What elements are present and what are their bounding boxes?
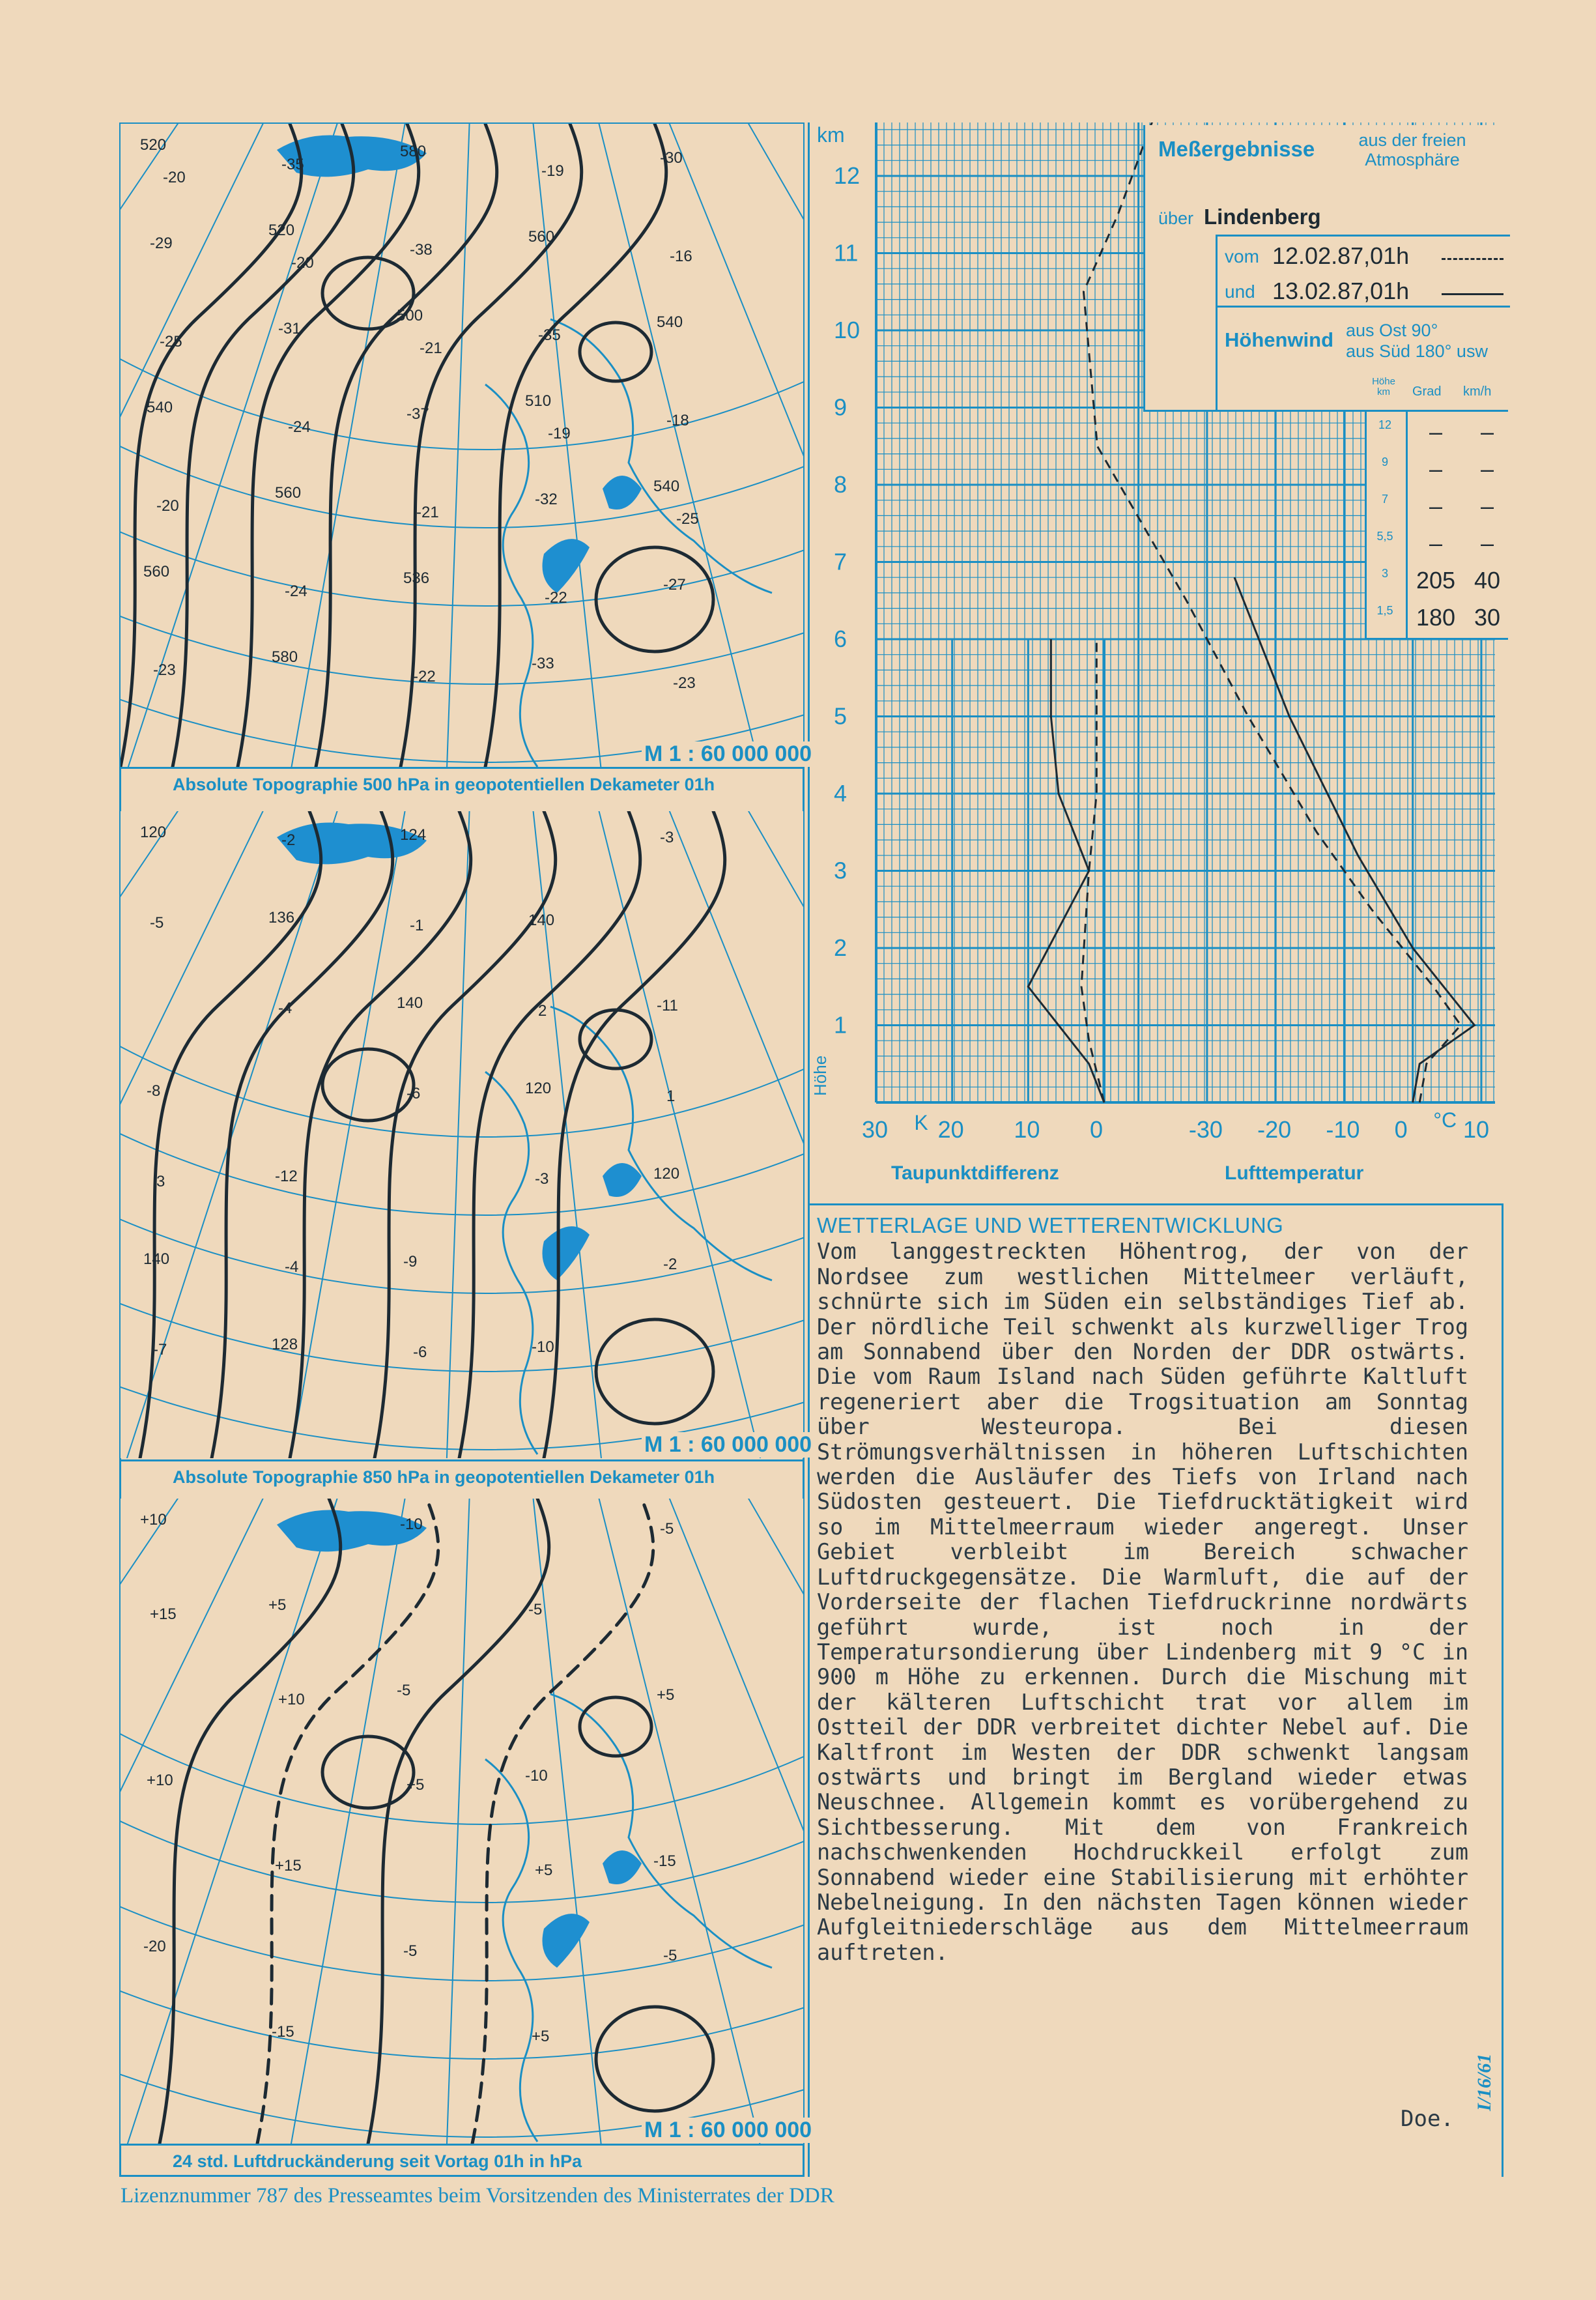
sea-area <box>603 1850 642 1884</box>
isoline-label: -3 <box>660 829 674 846</box>
latitude-circle <box>121 1499 803 2144</box>
isoline-label: -15 <box>272 2023 294 2041</box>
isoline-label: +15 <box>275 1857 302 1875</box>
sea-area <box>543 1226 590 1280</box>
wind-row-height: 12 <box>1378 418 1392 431</box>
map-850-scale: M 1 : 60 000 000 <box>642 1432 814 1458</box>
signature: Doe. <box>1401 2106 1454 2132</box>
wind-row-height: 7 <box>1381 493 1388 506</box>
latitude-circle <box>121 124 803 767</box>
latitude-circle <box>121 124 803 767</box>
isoline-label: 136 <box>268 909 295 927</box>
isoline-label: -2 <box>281 831 296 849</box>
isoline-label: -5 <box>663 1947 677 1964</box>
isoline-label: +10 <box>278 1691 305 1708</box>
info-wind-dir2: aus Süd 180° usw <box>1346 341 1488 361</box>
wind-row-kmh: – <box>1480 455 1494 482</box>
meridian-line <box>121 1499 485 2144</box>
latitude-circle <box>121 1499 803 2144</box>
wind-row-height: 1,5 <box>1376 604 1393 617</box>
temp-unit: °C <box>1433 1108 1457 1132</box>
map-500-scale: M 1 : 60 000 000 <box>642 741 814 767</box>
meridian-line <box>485 811 663 1458</box>
isoline-label: +5 <box>535 1862 553 1879</box>
wind-row-grad: 180 <box>1416 604 1456 631</box>
text-frame-right <box>1502 1203 1503 2177</box>
isoline-label: -38 <box>410 241 433 259</box>
isoline-label: 510 <box>525 392 552 410</box>
sea-area <box>543 1914 590 1968</box>
weather-heading: WETTERLAGE UND WETTERENTWICKLUNG <box>817 1213 1284 1237</box>
isolines <box>160 1499 713 2144</box>
y-tick-label: 2 <box>834 934 848 961</box>
isoline-label: 3 <box>156 1173 165 1190</box>
isoline-label: +15 <box>150 1605 177 1623</box>
meridian-line <box>485 811 803 1458</box>
isoline-label: -32 <box>535 491 558 508</box>
isoline-label: -35 <box>281 156 304 173</box>
isoline-label: 140 <box>528 912 555 929</box>
wind-row-kmh: – <box>1480 530 1494 556</box>
weather-body: Vom langgestreckten Höhentrog, der von der Nordsee zum westlichen Mittelmeer verläuft, schnürte sich im Süden ein selbständiges Tief ab. Der nördliche Teil schwenkt als kurzwelliger Trog am Sonnabend über den Norden der DDR ostwärts. Die vom Raum Island nach Süden geführte Kaltluft regeneriert aber die Trogsituation am Sonntag über Westeuropa. Bei diesen Strömungsverhältnissen in höheren Luftschichten werden die Ausläufer des Tiefs von Irland nach Südosten gesteuert. Die Tiefdrucktätigkeit wird so im Mittelmeerraum wieder angeregt. Unser Gebiet verbleibt im Bereich schwacher Luftdruckgegensätze. Die Warmluft, die auf der Vorderseite der flachen Tiefdruckrinne nordwärts geführt wurde, ist noch in der Temperatursondierung über Lindenberg mit 9 °C in 900 m Höhe zu erkennen. Durch die Mischung mit der kälteren Luftschicht trat vor allem im Ostteil der DDR verbreitet dichter Nebel auf. Die Kaltfront im Westen der DDR schwenkt langsam ostwärts und bringt im Bergland wieder etwas Neuschnee. Allgemein kommt es vorübergehend zu Sichtbesserung. Mit dem von Frankreich nachschwenkenden Hochdruckkeil erfolgt zum Sonnabend wieder eine Stabilisierung mit erhöhter Nebelneigung. In den nächsten Tagen können wieder Aufgleitniederschläge aus dem Mittelmeerraum auftreten. <box>817 1239 1468 1965</box>
wind-row-grad: – <box>1429 418 1443 445</box>
meridian-line <box>485 811 803 1458</box>
isoline-label: 520 <box>140 136 167 154</box>
temp-axis-title: Lufttemperatur <box>1225 1162 1364 1184</box>
isoline-label: 560 <box>275 484 302 502</box>
latitude-circle <box>121 1499 803 2144</box>
isoline-label: 540 <box>147 399 173 416</box>
isoline-label: -22 <box>545 589 567 607</box>
legend-dashed-line <box>1442 258 1503 260</box>
isoline-label: -30 <box>660 149 683 167</box>
isoline-label: -18 <box>666 412 689 429</box>
isoline-label: 580 <box>400 143 427 160</box>
isoline-closed <box>322 1736 414 1808</box>
isoline-label: +5 <box>268 1596 287 1614</box>
y-tick-label: 11 <box>834 239 859 266</box>
isoline-label: -29 <box>150 235 173 252</box>
isoline-label: -10 <box>400 1516 423 1533</box>
isoline-label: -5 <box>397 1682 411 1699</box>
weather-text <box>817 1213 1468 1965</box>
wind-row-height: 3 <box>1381 567 1388 580</box>
isoline-label: 1 <box>666 1087 676 1105</box>
y-tick-label: 7 <box>834 548 848 575</box>
footer-license: Lizenznummer 787 des Presseamtes beim Vorsitzenden des Ministerrates der DDR <box>121 2184 834 2207</box>
isoline-label: +5 <box>406 1776 425 1794</box>
y-tick-label: 6 <box>834 625 848 652</box>
isoline-label: -37 <box>406 405 429 423</box>
isoline-label: -24 <box>285 582 307 600</box>
isoline-label: 560 <box>143 563 170 581</box>
isoline-label: -33 <box>532 655 554 672</box>
isoline-label: 2 <box>538 1002 547 1020</box>
isoline-label: 120 <box>140 824 167 841</box>
isoline-label: 520 <box>268 222 295 239</box>
isoline-label: 124 <box>400 826 427 844</box>
isoline-label: -11 <box>657 997 678 1014</box>
temp-tick-label: -10 <box>1326 1116 1360 1143</box>
info-wind-dir1: aus Ost 90° <box>1346 321 1438 340</box>
meridian-line <box>485 811 803 1458</box>
isoline-label: -1 <box>410 917 424 934</box>
wind-row-height: 5,5 <box>1376 530 1393 543</box>
latitude-circle <box>121 1499 803 1824</box>
isoline-label: -4 <box>278 999 292 1017</box>
meridian-line <box>485 811 803 1458</box>
isoline-closed <box>596 547 713 652</box>
wind-row-grad: – <box>1429 493 1443 519</box>
wind-row-kmh: – <box>1480 418 1494 445</box>
latitude-circle <box>121 1499 803 2144</box>
meridian-line <box>192 1499 485 2144</box>
meridian-line <box>426 1499 485 2144</box>
isoline-label: -19 <box>548 425 571 442</box>
side-code: I/16/61 <box>1474 2053 1495 2111</box>
y-axis-title: Höhe <box>810 1055 830 1096</box>
map-850-caption: Absolute Topographie 850 hPa in geopotentiellen Dekameter 01h <box>121 1459 803 1493</box>
dew-tick-label: 0 <box>1090 1116 1104 1143</box>
map-pressure-change <box>121 1499 803 2144</box>
info-wind-title: Höhenwind <box>1225 328 1334 351</box>
meridian-line <box>485 1499 663 2144</box>
col-grad: Grad <box>1412 384 1442 399</box>
y-tick-label: 4 <box>834 780 848 807</box>
info-station: Lindenberg <box>1204 205 1321 229</box>
isoline-label: -6 <box>413 1344 427 1361</box>
isoline-label: 120 <box>653 1165 680 1183</box>
info-und-date: 13.02.87,01h <box>1272 278 1410 304</box>
map-graticule <box>121 124 803 767</box>
y-unit-label: km <box>817 123 845 147</box>
wind-row-kmh: – <box>1480 493 1494 519</box>
info-vom-date: 12.02.87,01h <box>1272 242 1410 269</box>
dew-unit: K <box>914 1111 928 1134</box>
isoline-label: +10 <box>147 1772 173 1789</box>
isoline-label: 500 <box>397 307 423 324</box>
map-change-caption: 24 std. Luftdruckänderung seit Vortag 01h in hPa <box>121 2144 803 2178</box>
isoline-label: 140 <box>397 994 423 1012</box>
isoline-label: 140 <box>143 1250 170 1268</box>
dew-tick-label: 20 <box>937 1116 964 1143</box>
isoline-label: -16 <box>670 248 692 265</box>
isoline-label: -5 <box>403 1942 418 1960</box>
isoline <box>121 124 302 767</box>
isoline-label: -35 <box>538 326 561 344</box>
wind-row-grad: 205 <box>1416 567 1456 594</box>
isoline-label: -20 <box>163 169 186 186</box>
isoline-label: -21 <box>420 339 442 357</box>
latitude-circle <box>121 124 803 762</box>
map-graticule <box>121 1499 803 2144</box>
isoline <box>485 124 666 767</box>
temp-tick-label: -20 <box>1257 1116 1292 1143</box>
isoline <box>290 811 471 1458</box>
isoline-label: 540 <box>653 478 680 495</box>
measurement-infobox <box>1143 125 1508 412</box>
wind-row-height: 9 <box>1381 455 1388 468</box>
isoline-label: +10 <box>140 1511 167 1529</box>
isoline-label: -20 <box>156 497 179 515</box>
isoline-label: +5 <box>532 2028 550 2045</box>
isoline-label: -3 <box>535 1170 549 1188</box>
meridian-line <box>121 1499 485 2144</box>
coastline <box>485 1072 537 1454</box>
isoline-label: -25 <box>160 333 182 351</box>
isoline-closed <box>596 2007 713 2111</box>
info-subtitle: aus der freien Atmosphäre <box>1358 130 1466 169</box>
info-und-label: und <box>1225 281 1255 302</box>
dew-tick-label: 10 <box>1014 1116 1040 1143</box>
isoline-label: -19 <box>541 162 564 180</box>
isoline-closed <box>322 1049 414 1121</box>
meridian-line <box>485 811 803 1458</box>
isoline-label: -4 <box>285 1258 299 1276</box>
dew-tick-label: 30 <box>862 1116 889 1143</box>
isoline-label: -2 <box>663 1256 677 1273</box>
isoline-label: -9 <box>403 1253 418 1271</box>
isoline-label: -25 <box>676 510 699 528</box>
meridian-line <box>485 124 663 767</box>
isoline <box>173 124 354 767</box>
latitude-circle <box>121 124 803 767</box>
isoline-label: -20 <box>291 254 314 272</box>
sea-area <box>603 476 642 510</box>
isoline-label: -5 <box>528 1601 543 1618</box>
dew-axis-title: Taupunktdifferenz <box>891 1162 1059 1184</box>
isoline-label: 128 <box>272 1336 298 1353</box>
isoline-label: -23 <box>153 661 176 679</box>
col-hoehe: Höhe km <box>1372 376 1395 397</box>
meridian-line <box>121 1499 485 2144</box>
meridian-line <box>121 1499 485 2131</box>
isoline-label: -6 <box>406 1085 421 1102</box>
isoline-label: -10 <box>532 1338 554 1356</box>
isoline-label: -31 <box>278 320 301 338</box>
isoline-label: 560 <box>528 228 555 246</box>
isoline-label: -24 <box>288 418 311 436</box>
y-tick-label: 10 <box>834 317 861 343</box>
text-frame-top <box>810 1203 1503 1205</box>
latitude-circle <box>121 124 803 450</box>
wind-row-kmh: 40 <box>1474 567 1501 594</box>
isoline-label: +5 <box>657 1686 675 1704</box>
isoline-closed <box>596 1319 713 1424</box>
isoline-label: 540 <box>657 313 683 331</box>
sea-area <box>543 539 590 593</box>
isoline-label: -8 <box>147 1082 161 1100</box>
y-tick-label: 3 <box>834 857 848 884</box>
info-vom-label: vom <box>1225 246 1259 266</box>
coastline <box>485 1759 537 2142</box>
y-tick-label: 9 <box>834 394 848 421</box>
wind-row-grad: – <box>1429 530 1443 556</box>
isoline-label: -15 <box>653 1852 676 1870</box>
temp-tick-label: 10 <box>1462 1116 1489 1143</box>
map-500-caption: Absolute Topographie 500 hPa in geopotentiellen Dekameter 01h <box>121 767 803 801</box>
map-change-scale: M 1 : 60 000 000 <box>642 2118 814 2143</box>
isoline-label: -20 <box>143 1938 166 1955</box>
isoline-label: -10 <box>525 1767 548 1785</box>
latitude-circle <box>121 1499 803 2137</box>
wind-row-grad: – <box>1429 455 1443 482</box>
sea-area <box>603 1163 642 1197</box>
info-title: Meßergebnisse <box>1158 137 1315 161</box>
isoline-label: -5 <box>150 914 164 932</box>
meridian-line <box>121 1499 485 2144</box>
y-tick-label: 8 <box>834 471 848 498</box>
isoline-label: 536 <box>403 569 430 587</box>
map-850hpa <box>121 811 803 1458</box>
y-tick-label: 12 <box>834 162 861 189</box>
isoline-label: -22 <box>413 668 436 685</box>
isoline-label: -27 <box>663 576 686 594</box>
wind-table <box>1365 412 1508 640</box>
isoline-label: 580 <box>272 648 298 666</box>
wind-table-colsep <box>1406 412 1408 640</box>
info-over: über <box>1158 208 1194 228</box>
y-tick-label: 5 <box>834 702 848 730</box>
wind-row-kmh: 30 <box>1474 604 1501 631</box>
isoline-label: -7 <box>153 1341 167 1358</box>
isoline-label: -23 <box>673 674 696 692</box>
latitude-circle <box>121 124 803 767</box>
temp-tick-label: -30 <box>1188 1116 1223 1143</box>
temp-tick-label: 0 <box>1394 1116 1408 1143</box>
isoline-label: -12 <box>275 1168 298 1185</box>
latitude-circle <box>121 811 803 1137</box>
isoline-label: -21 <box>416 504 439 521</box>
isoline-label: 120 <box>525 1080 552 1097</box>
y-tick-label: 1 <box>834 1011 848 1039</box>
isoline-label: -5 <box>660 1520 674 1538</box>
isoline <box>160 1499 341 2144</box>
legend-solid-line <box>1442 293 1503 295</box>
col-kmh: km/h <box>1463 384 1492 399</box>
map-500hpa <box>121 124 803 767</box>
